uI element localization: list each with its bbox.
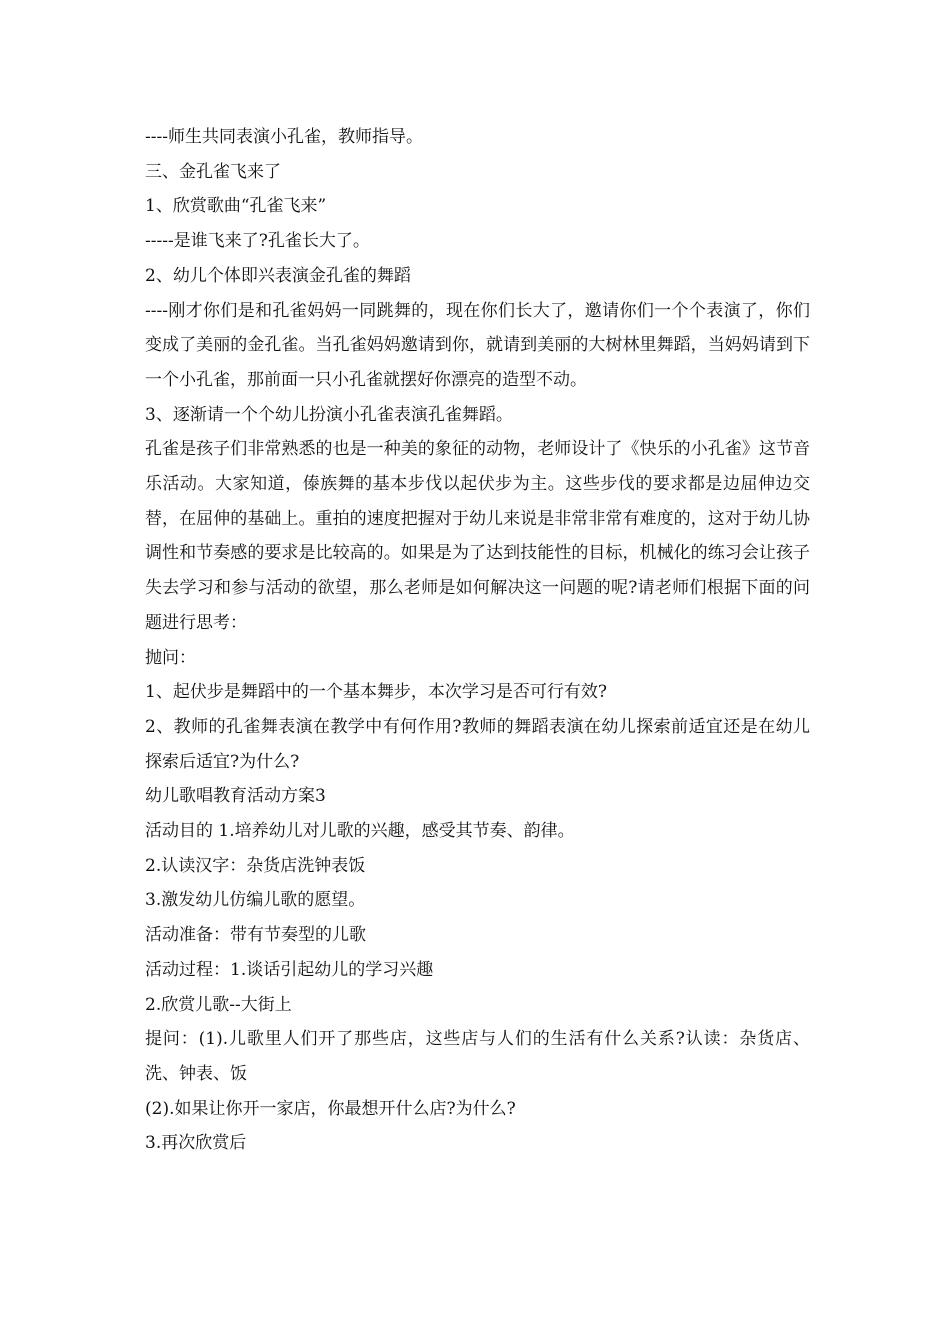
document-body [145, 120, 810, 1161]
paragraph: 活动准备：带有节奏型的儿歌 [145, 925, 366, 946]
paragraph: 1、起伏步是舞蹈中的一个基本舞步，本次学习是否可行有效? [145, 682, 607, 703]
paragraph: 2、教师的孔雀舞表演在教学中有何作用?教师的舞蹈表演在幼儿探索前适宜还是在幼儿探索后适宜?为什么? [145, 716, 810, 772]
paragraph: -----是谁飞来了?孔雀长大了。 [145, 231, 370, 252]
paragraph: 2.认读汉字：杂货店洗钟表饭 [145, 855, 366, 876]
paragraph: (2).如果让你开一家店，你最想开什么店?为什么? [145, 1098, 516, 1119]
paragraph: 3.激发幼儿仿编儿歌的愿望。 [145, 890, 366, 911]
paragraph: 孔雀是孩子们非常熟悉的也是一种美的象征的动物，老师设计了《快乐的小孔雀》这节音乐活动。大家知道，傣族舞的基本步伐以起伏步为主。这些步伐的要求都是边屈伸边交替，在屈伸的基础上。重拍的速度把握对于幼儿来说是非常非常有难度的，这对于幼儿协调性和节奏感的要求是比较高的。如果是为了达到技能性的目标，机械化的练习会让孩子失去学习和参与活动的欲望，那么老师是如何解决这一问题的呢?请老师们根据下面的问题进行思考： [145, 439, 810, 633]
paragraph: 1、欣赏歌曲“孔雀飞来” [145, 196, 327, 217]
paragraph: 3.再次欣赏后 [145, 1133, 247, 1154]
paragraph: ----师生共同表演小孔雀，教师指导。 [145, 127, 423, 147]
paragraph: 抛问： [145, 647, 196, 668]
paragraph: ----刚才你们是和孔雀妈妈一同跳舞的，现在你们长大了，邀请你们一个个表演了，你们变成了美丽的金孔雀。当孔雀妈妈邀请到你，就请到美丽的大树林里舞蹈，当妈妈请到下一个小孔雀，那前面一只小孔雀就摆好你漂亮的造型不动。 [145, 300, 810, 390]
paragraph: 2、幼儿个体即兴表演金孔雀的舞蹈 [145, 265, 411, 286]
paragraph: 活动目的 1.培养幼儿对儿歌的兴趣，感受其节奏、韵律。 [145, 821, 575, 842]
paragraph: 2.欣赏儿歌--大街上 [145, 994, 292, 1015]
paragraph: 3、逐渐请一个个幼儿扮演小孔雀表演孔雀舞蹈。 [145, 404, 513, 425]
paragraph: 提问：(1).儿歌里人们开了那些店，这些店与人们的生活有什么关系?认读：杂货店、洗、钟表、饭 [145, 1029, 810, 1084]
section-heading: 幼儿歌唱教育活动方案3 [145, 786, 326, 807]
paragraph: 活动过程：1.谈话引起幼儿的学习兴趣 [145, 959, 434, 980]
section-heading: 三、金孔雀飞来了 [145, 161, 281, 182]
